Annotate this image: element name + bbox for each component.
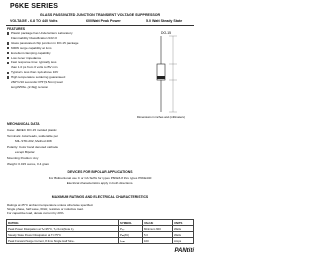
feature-text: 600W surge capability at 1ms: [11, 45, 52, 50]
mechanical-line: Case: JEDEC DO-15 molded plastic: [7, 128, 57, 132]
table-cell: Iₑₛₘ: [119, 238, 143, 244]
ratings-note-2: Single phase, half wave, 60Hz, resistive or inductive load.: [7, 207, 84, 211]
footer: [6, 248, 194, 256]
table-cell: 100: [143, 238, 173, 244]
steady-state: 5.0 Watt Steady State: [146, 19, 183, 23]
feature-subline: length/5lbs.,(2.3kg) tension: [11, 84, 49, 89]
mechanical-line: Polarity: Color band denoted cathode: [7, 144, 59, 149]
device-title: GLASS PASSIVATED JUNCTION TRANSIENT VOLTAGE SUPPRESSOR: [39, 13, 161, 17]
column-header: VALUE: [143, 220, 173, 226]
table-cell: Peak Forward Surge Current, 8.3ms Single Half Sine-: [7, 238, 119, 244]
table-cell: Pₚₚ: [119, 226, 143, 232]
feature-item: [7, 75, 105, 80]
mechanical-line: except Bipolar: [15, 150, 35, 155]
column-header: SYMBOL: [119, 220, 143, 226]
feature-item: [7, 31, 105, 36]
column-header: UNITS: [173, 220, 194, 226]
mechanical-line: Terminals: Axial leads, solderable per: [7, 133, 59, 138]
series-title: P6KE SERIES: [10, 3, 59, 10]
feature-text: High temperature soldering guaranteed:: [11, 75, 66, 80]
checkbox-bullet-icon: [7, 57, 9, 59]
feature-text: Typical Iᵣ less than 1μA above 10V: [11, 70, 59, 75]
brand-logo: PANtiti: [174, 248, 194, 254]
mechanical-data: [7, 128, 107, 167]
checkbox-bullet-icon: [7, 52, 9, 54]
features-list: [7, 31, 105, 90]
feature-text: Plastic package has Underwriters Laboratory: [11, 31, 73, 35]
feature-text: Excellent clamping capability: [11, 50, 51, 55]
checkbox-bullet-icon: [7, 47, 9, 49]
table-row: [7, 238, 194, 244]
table-cell: Steady State Power Dissipation at Tₗ=75°C: [7, 232, 119, 238]
peak-power: 600Watt Peak Power: [86, 19, 121, 23]
feature-text: Low zener impedance: [11, 55, 42, 60]
package-label: DO-15: [161, 31, 171, 35]
do15-package-diagram: [113, 30, 195, 120]
ratings-table: [6, 219, 194, 244]
checkbox-bullet-icon: [7, 62, 9, 64]
table-cell: Watts: [173, 226, 194, 232]
features-heading: FEATURES: [7, 26, 26, 31]
column-header: RATING: [7, 220, 119, 226]
header-divider: [6, 25, 194, 26]
mechanical-line: MIL-STD-202, Method 208: [15, 139, 52, 144]
checkbox-bullet-icon: [7, 72, 9, 74]
table-cell: Pₘ(AV): [119, 232, 143, 238]
feature-text: Fast response time: typically less: [11, 60, 57, 65]
bipolar-heading: DEVICES FOR BIPOLAR APPLICATIONS: [67, 170, 133, 174]
table-cell: 5.0: [143, 232, 173, 238]
table-cell: Watts: [173, 232, 194, 238]
bipolar-line-1: For Bidirectional use C or CA Suffix for types P6KE6.8 thru types P6KE440: [48, 176, 152, 180]
table-cell: Peak Power Dissipation at Tₐ=25°C, Tₚ=1ms(Note 1),: [7, 226, 119, 232]
bipolar-line-2: Electrical characteristics apply in both directions.: [66, 181, 134, 185]
dimensions-note: Dimensions in inches and (millimeters): [137, 115, 185, 119]
voltage-range: VOLTAGE - 6.8 TO 440 Volts: [10, 19, 58, 23]
table-cell: Amps: [173, 238, 194, 244]
mechanical-heading: MECHANICAL DATA: [7, 122, 40, 126]
cathode-band: [157, 76, 165, 79]
feature-subline: 260°C/10 seconds/.375"(9.5mm) lead: [11, 80, 63, 85]
table-cell: Minimum 600: [143, 226, 173, 232]
feature-subline: than 1.0 ps from 0 volts to BV min: [11, 65, 58, 70]
checkbox-bullet-icon: [7, 32, 9, 34]
ratings-heading: MAXIMUM RATINGS AND ELECTRICAL CHARACTERISTICS: [51, 195, 149, 199]
checkbox-bullet-icon: [7, 42, 9, 44]
ratings-note-3: For capacitive load, derate current by 20%.: [7, 211, 65, 215]
checkbox-bullet-icon: [7, 76, 9, 78]
feature-subline: Flammability Classification 94V-O: [11, 35, 58, 40]
mechanical-line: Mounting Position: Any: [7, 155, 39, 160]
feature-item: [7, 60, 105, 65]
feature-text: Glass passivated chip junction in DO-15 package: [11, 40, 79, 45]
mechanical-line: Weight: 0.015 ounce, 0.4 gram: [7, 161, 50, 166]
ratings-note-1: Ratings at 25°C ambient temperature unless otherwise specified.: [7, 203, 94, 207]
